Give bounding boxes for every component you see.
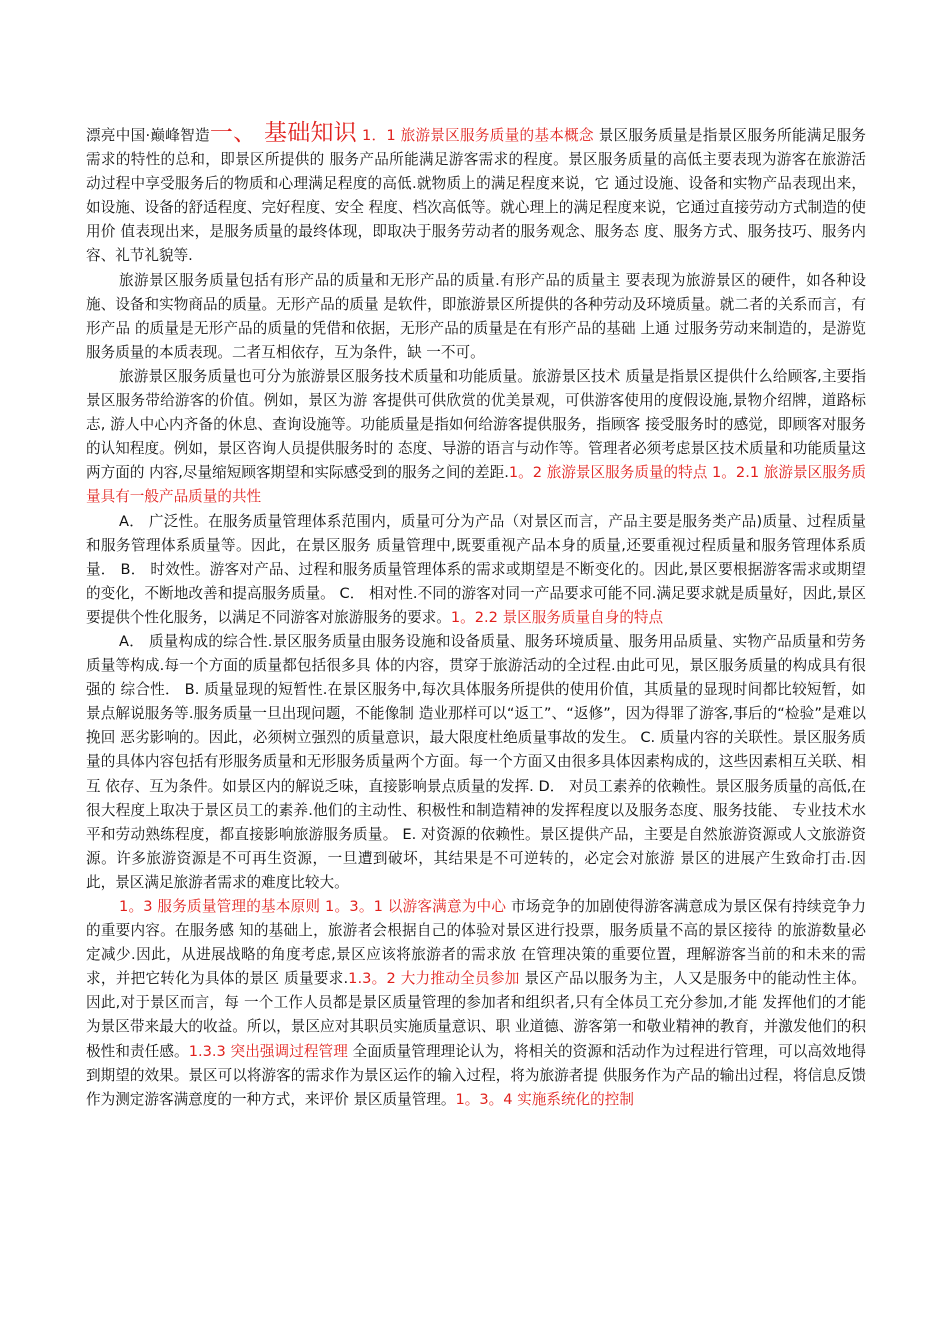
main-heading: 一、 基础知识 bbox=[209, 120, 358, 146]
paragraph-5 bbox=[86, 630, 866, 895]
section-1-3-2-heading: 1.3。2 大力推动全员参加 bbox=[348, 970, 520, 988]
paragraph-6-text-b: 景区产品以服务为主，人又是服务中的能动性主体。因此,对于景区而言，每 一个工作人员都是景区质量管理的参加者和组织者,只有全体员工充分参加,才能 发挥他们的才能为景区带来最大的收益。所以，景区应对其职员实施质量意识、职 业道德、游客第一和敬业精神的教育，并激发他们的积极性和责任感。 bbox=[86, 970, 866, 1060]
section-1-2-2-heading: 1。2.2 景区服务质量自身的特点 bbox=[450, 608, 664, 626]
paragraph-4 bbox=[86, 510, 866, 630]
paragraph-6-text-a: 市场竞争的加剧使得游客满意成为景区保有持续竞争力的重要内容。在服务感 知的基础上，旅游者会根据自己的体验对景区进行投票，服务质量不高的景区接待 的旅游数量必定减少.因此，从进展战略的角度考虑,景区应该将旅游者的需求放 在管理决策的重要位置，理解游客当前的和未来的需求，并把它转化为具体的景区 质量要求. bbox=[86, 898, 866, 988]
paragraph-2 bbox=[86, 269, 866, 365]
section-1-3-heading: 1。3 服务质量管理的基本原则 1。3。1 以游客满意为中心 bbox=[119, 898, 507, 915]
paragraph-6-text-c: 全面质量管理理论认为，将相关的资源和活动作为过程进行管理，可以高效地得到期望的效果。景区可以将游客的需求作为景区运作的输入过程，将为旅游者提 供服务作为产品的输出过程，将信息反馈作为测定游客满意度的一种方式，来评价 景区质量管理。 bbox=[86, 1042, 866, 1108]
paragraph-6 bbox=[86, 895, 866, 1112]
paragraph-3 bbox=[86, 365, 866, 510]
paragraph-4-text: A． 广泛性。在服务质量管理体系范围内，质量可分为产品（对景区而言，产品主要是服务类产品)质量、过程质量和服务管理体系质量等。因此，在景区服务 质量管理中,既要重视产品本身的质量,还要重视过程质量和服务管理体系质量． B． 时效性。游客对产品、过程和服务质量管理体系的需求或期望是不断变化的。因此,景区要根据游客需求或期望的变化，不断地改善和提高服务质量。 C． 相对性.不同的游客对同一产品要求可能不同.满足要求就是质量好，因此,景区要提供个性化服务，以满足不同游客对旅游服务的要求。 bbox=[86, 512, 866, 626]
section-1-1-heading: 1．1 旅游景区服务质量的基本概念 bbox=[361, 127, 594, 144]
paragraph-3-text: 旅游景区服务质量也可分为旅游景区服务技术质量和功能质量。旅游景区技术 质量是指景区提供什么给顾客,主要指景区服务带给游客的价值。例如，景区为游 客提供可供欣赏的优美景观，可供游客使用的度假设施,景物介绍牌，道路标志, 游人中心内齐备的休息、查询设施等。功能质量是指如何给游客提供服务，指顾客 接受服务时的感觉，即顾客对服务的认知程度。例如，景区咨询人员提供服务时的 态度、导游的语言与动作等。管理者必须考虑景区技术质量和功能质量这两方面的 内容,尽量缩短顾客期望和实际感受到的服务之间的差距. bbox=[86, 367, 866, 482]
paragraph-2-text: 旅游景区服务质量包括有形产品的质量和无形产品的质量.有形产品的质量主 要表现为旅游景区的硬件，如各种设施、设备和实物商品的质量。无形产品的质量 是软件，即旅游景区所提供的各种劳动及环境质量。就二者的关系而言，有形产品 的质量是无形产品的质量的凭借和依据，无形产品的质量是在有形产品的基础 上通 过服务劳动来制造的，是游览服务质量的本质表现。二者互相依存，互为条件，缺 一不可。 bbox=[86, 271, 866, 361]
section-1-3-3-heading: 1.3.3 突出强调过程管理 bbox=[188, 1042, 348, 1060]
paragraph-5-text: A． 质量构成的综合性.景区服务质量由服务设施和设备质量、服务环境质量、服务用品质量、实物产品质量和劳务质量等构成.每一个方面的质量都包括很多具 体的内容，贯穿于旅游活动的全过程.由此可见，景区服务质量的构成具有很强的 综合性． B. 质量显现的短暂性.在景区服务中,每次具体服务所提供的使用价值，其质量的显现时间都比较短暂，如景点解说服务等.服务质量一旦出现问题，不能像制 造业那样可以“返工”、“返修”，因为得罪了游客,事后的“检验”是难以挽回 恶劣影响的。因此，必须树立强烈的质量意识，最大限度杜绝质量事故的发生。 C. 质量内容的关联性。景区服务质量的具体内容包括有形服务质量和无形服务质量两个方面。每一个方面又由很多具体因素构成的，这些因素相互关联、相互 依存、互为条件。如景区内的解说乏味，直接影响景点质量的发挥. D． 对员工素养的依赖性。景区服务质量的高低,在很大程度上取决于景区员工的素养.他们的主动性、积极性和制造精神的发挥程度以及服务态度、服务技能、 专业技术水平和劳动熟练程度，都直接影响旅游服务质量。 E. 对资源的依赖性。景区提供产品，主要是自然旅游资源或人文旅游资源。许多旅游资源是不可再生资源，一旦遭到破坏，其结果是不可逆转的，必定会对旅游 景区的进展产生致命打击.因此，景区满足旅游者需求的难度比较大。 bbox=[86, 632, 866, 891]
paragraph-1-text: 景区服务质量是指景区服务所能满足服务需求的特性的总和，即景区所提供的 服务产品所能满足游客需求的程度。景区服务质量的高低主要表现为游客在旅游活 动过程中享受服务后的物质和心理满足程度的高低.就物质上的满足程度来说，它 通过设施、设备和实物产品表现出来，如设施、设备的舒适程度、完好程度、安全 程度、档次高低等。就心理上的满足程度来说，它通过直接劳动方式制造的使用价 值表现出来，是服务质量的最终体现，即取决于服务劳动者的服务观念、服务态 度、服务方式、服务技巧、服务内容、礼节礼貌等. bbox=[86, 127, 867, 265]
lead-text: 漂亮中国·巅峰智造 bbox=[86, 127, 210, 144]
section-1-2-heading: 1。2 旅游景区服务质量的特点 1。2.1 旅游景区服务质量具有一般产品质量的共性 bbox=[86, 464, 866, 506]
paragraph-1 bbox=[86, 121, 866, 269]
section-1-3-4-heading: 1。3。4 实施系统化的控制 bbox=[455, 1090, 634, 1108]
